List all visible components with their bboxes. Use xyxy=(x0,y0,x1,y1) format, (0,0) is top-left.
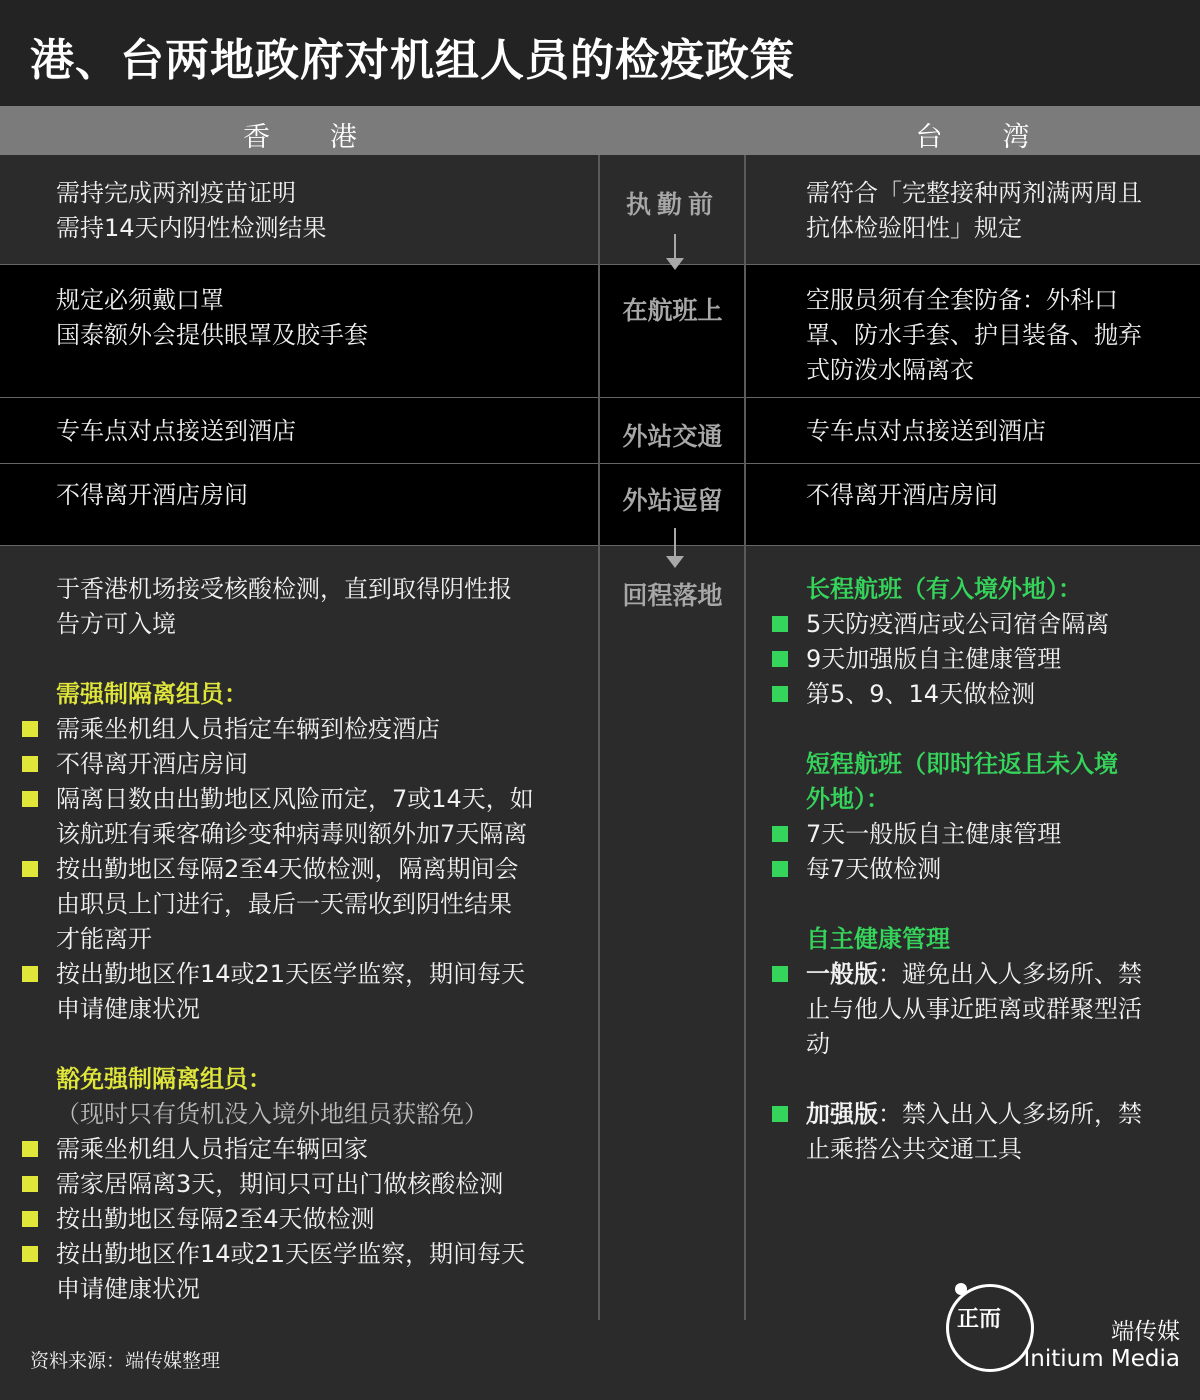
tw-short-haul-item: 7天一般版自主健康管理 xyxy=(806,820,1062,848)
yellow-square-icon xyxy=(22,721,38,737)
brand-name-en: Initium Media xyxy=(1023,1346,1180,1372)
tw-short-haul-item: 每7天做检测 xyxy=(806,855,942,883)
brand-name-cn: 端传媒 xyxy=(1111,1319,1180,1345)
hk-exempt-item xyxy=(56,1237,525,1307)
yellow-square-icon xyxy=(22,1246,38,1262)
hk-before-duty-line: 需持完成两剂疫苗证明 xyxy=(56,179,296,207)
hk-mandatory-item xyxy=(56,957,525,1027)
tw-general-text-line: 止与他人从事近距离或群聚型活 xyxy=(806,995,1142,1023)
tw-self-health-heading: 自主健康管理 xyxy=(806,925,950,953)
divider-right xyxy=(744,155,746,1320)
tw-before-duty-line: 需符合「完整接种两剂满两周且 xyxy=(806,179,1142,207)
hk-mandatory-item: 需乘坐机组人员指定车辆到检疫酒店 xyxy=(56,715,440,743)
stage-before-duty: 执勤前 xyxy=(625,190,719,219)
hk-exempt-item-line: 申请健康状况 xyxy=(56,1275,200,1303)
hk-on-flight-line: 国泰额外会提供眼罩及胶手套 xyxy=(56,321,368,349)
green-square-icon xyxy=(772,966,788,982)
hk-outstation-stay: 不得离开酒店房间 xyxy=(56,481,248,509)
stage-return-landing: 回程落地 xyxy=(622,581,723,610)
logo-dot xyxy=(955,1283,967,1295)
hk-exempt-heading: 豁免强制隔离组员： xyxy=(56,1065,272,1093)
green-square-icon xyxy=(772,616,788,632)
tw-on-flight-line: 式防泼水隔离衣 xyxy=(806,356,974,384)
green-square-icon xyxy=(772,686,788,702)
page-title: 港、台两地政府对机组人员的检疫政策 xyxy=(30,35,795,86)
hk-mandatory-item: 不得离开酒店房间 xyxy=(56,750,248,778)
green-square-icon xyxy=(772,1106,788,1122)
hk-mandatory-item-line: 隔离日数由出勤地区风险而定，7或14天，如 xyxy=(56,785,534,813)
hk-before-duty xyxy=(56,176,327,246)
arrow-down-icon xyxy=(666,258,684,270)
header-hong-kong: 香港 xyxy=(243,122,417,153)
header-taiwan: 台湾 xyxy=(915,122,1090,153)
tw-long-haul-heading: 长程航班（有入境外地）： xyxy=(806,575,1082,603)
green-square-icon xyxy=(772,826,788,842)
yellow-square-icon xyxy=(22,861,38,877)
hk-landing-intro xyxy=(56,572,512,642)
tw-enhanced-text: ：禁入出入人多场所，禁 xyxy=(878,1100,1142,1128)
tw-enhanced-version xyxy=(806,1097,1142,1167)
hk-mandatory-item-line: 申请健康状况 xyxy=(56,995,200,1023)
yellow-square-icon xyxy=(22,1211,38,1227)
hk-landing-intro-line: 告方可入境 xyxy=(56,610,176,638)
hk-landing-intro-line: 于香港机场接受核酸检测，直到取得阴性报 xyxy=(56,575,512,603)
hk-mandatory-item xyxy=(56,782,534,852)
yellow-square-icon xyxy=(22,756,38,772)
hk-mandatory-item-line: 该航班有乘客确诊变种病毒则额外加7天隔离 xyxy=(56,820,528,848)
yellow-square-icon xyxy=(22,1176,38,1192)
tw-general-text-line: 动 xyxy=(806,1030,830,1058)
hk-mandatory-heading: 需强制隔离组员： xyxy=(56,680,248,708)
tw-on-flight-line: 罩、防水手套、护目装备、抛弃 xyxy=(806,321,1142,349)
hk-outstation-transport: 专车点对点接送到酒店 xyxy=(56,417,296,445)
hk-exempt-item: 按出勤地区每隔2至4天做检测 xyxy=(56,1205,375,1233)
stage-on-flight: 在航班上 xyxy=(622,296,723,325)
arrow-line xyxy=(674,528,676,556)
tw-before-duty-line: 抗体检验阳性」规定 xyxy=(806,214,1022,242)
hk-exempt-item-line: 按出勤地区作14或21天医学监察，期间每天 xyxy=(56,1240,526,1268)
hk-exempt-note: （现时只有货机没入境外地组员获豁免） xyxy=(56,1100,488,1128)
hk-mandatory-item-line: 才能离开 xyxy=(56,925,152,953)
yellow-square-icon xyxy=(22,791,38,807)
tw-long-haul-item: 9天加强版自主健康管理 xyxy=(806,645,1062,673)
yellow-square-icon xyxy=(22,1141,38,1157)
hk-exempt-item: 需乘坐机组人员指定车辆回家 xyxy=(56,1135,368,1163)
tw-short-haul-heading xyxy=(806,747,1118,817)
tw-general-label: 一般版 xyxy=(806,960,878,988)
tw-long-haul-item: 第5、9、14天做检测 xyxy=(806,680,1036,708)
tw-on-flight xyxy=(806,283,1142,388)
tw-general-version xyxy=(806,957,1142,1062)
yellow-square-icon xyxy=(22,966,38,982)
tw-before-duty xyxy=(806,176,1142,246)
stage-outstation-transport: 外站交通 xyxy=(622,422,723,451)
hk-mandatory-item xyxy=(56,852,519,957)
tw-outstation-transport: 专车点对点接送到酒店 xyxy=(806,417,1046,445)
hk-mandatory-item-line: 由职员上门进行，最后一天需收到阴性结果 xyxy=(56,890,512,918)
arrow-down-icon xyxy=(666,556,684,568)
green-square-icon xyxy=(772,651,788,667)
hk-on-flight-line: 规定必须戴口罩 xyxy=(56,286,224,314)
tw-enhanced-label: 加强版 xyxy=(806,1100,878,1128)
tw-general-text: ：避免出入人多场所、禁 xyxy=(878,960,1142,988)
hk-mandatory-item-line: 按出勤地区每隔2至4天做检测，隔离期间会 xyxy=(56,855,519,883)
tw-enhanced-text-line: 止乘搭公共交通工具 xyxy=(806,1135,1022,1163)
tw-on-flight-line: 空服员须有全套防备：外科口 xyxy=(806,286,1118,314)
green-square-icon xyxy=(772,861,788,877)
hk-on-flight xyxy=(56,283,368,353)
hk-mandatory-item-line: 按出勤地区作14或21天医学监察，期间每天 xyxy=(56,960,526,988)
tw-outstation-stay: 不得离开酒店房间 xyxy=(806,481,998,509)
tw-short-haul-heading-line: 外地）： xyxy=(806,785,890,813)
column-header xyxy=(0,106,1200,155)
arrow-line xyxy=(674,234,676,258)
hk-exempt-item: 需家居隔离3天，期间只可出门做核酸检测 xyxy=(56,1170,504,1198)
divider-left xyxy=(598,155,600,1320)
tw-long-haul-item: 5天防疫酒店或公司宿舍隔离 xyxy=(806,610,1110,638)
hk-before-duty-line: 需持14天内阴性检测结果 xyxy=(56,214,327,242)
stage-outstation-stay: 外站逗留 xyxy=(622,486,723,515)
source-note: 资料来源：端传媒整理 xyxy=(30,1350,221,1372)
tw-short-haul-heading-line: 短程航班（即时往返且未入境 xyxy=(806,750,1118,778)
logo-mark: 正而 xyxy=(957,1307,1002,1332)
